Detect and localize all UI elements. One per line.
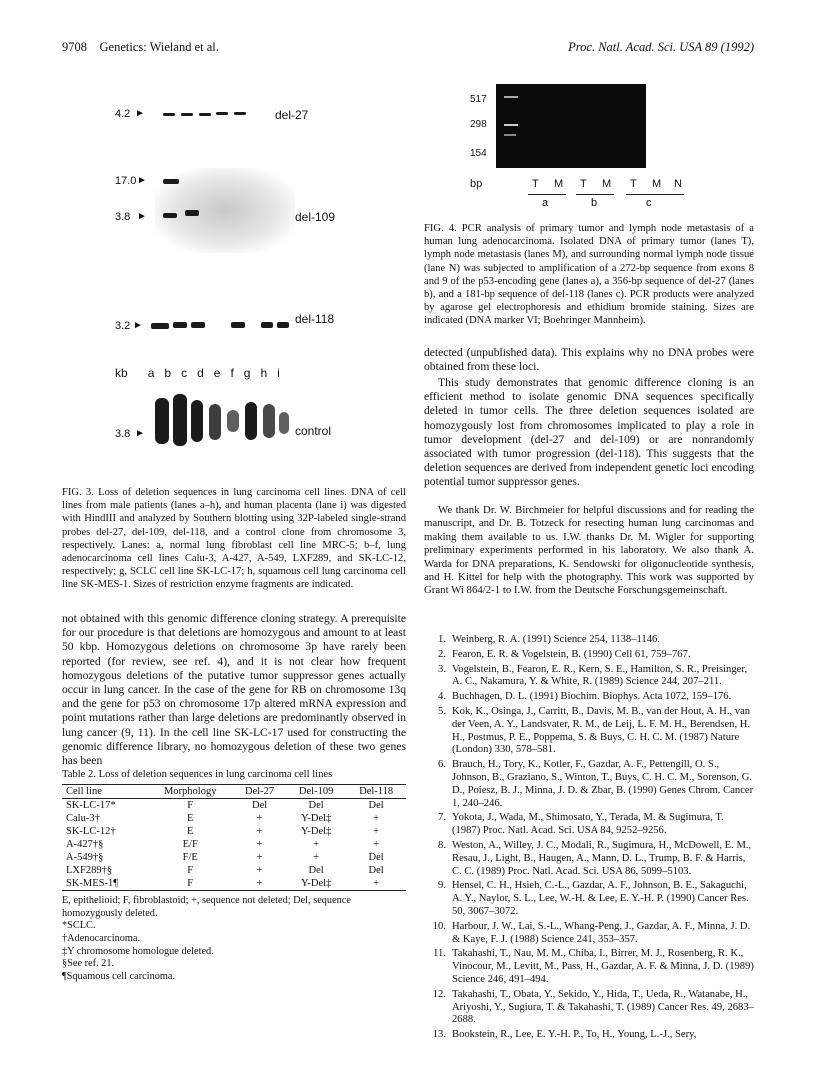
marker-arrow: ►: [137, 175, 147, 186]
table-cell: Del: [252, 800, 268, 812]
table-header: Del-27: [233, 785, 286, 799]
table-cell: E: [187, 826, 194, 838]
lane-label: b: [164, 366, 172, 380]
table-2-footnotes: [62, 895, 406, 983]
lane-label: d: [197, 366, 204, 380]
table-2-grid: [62, 784, 406, 891]
gel-lane: N: [674, 178, 682, 190]
reference: 6. Brauch, H., Tory, K., Kotler, F., Gazdar, A. F., Pettengill, O. S., Johnson, B., Graziano, S., Winton, T., Buys, C. H. C. M., Sorenson, G. D., Poiesz, B. J., Minna, J. D. & Zbar, B. (1990) Genes Chrom. Cancer 1, 240–246.: [438, 759, 754, 809]
gel-group-line: [576, 194, 614, 195]
blot-band: [163, 113, 175, 116]
reference: 13. Bookstein, R., Lee, E. Y.-H. P., To, H., Young, L.-J., Sery,: [432, 1029, 697, 1041]
blot-band: [191, 322, 205, 328]
lane-label: h: [260, 366, 268, 380]
table-cell: F: [187, 865, 194, 877]
blot-band: [234, 112, 246, 115]
gel-image: [496, 84, 646, 168]
body-text-right-2: This study demonstrates that genomic difference cloning is an efficient method to isolate genomic DNA sequences specifically deleted in tumor cells. The three deletion sequences isolated are homozygously lost from chromosomes implicated to play a role in tumor development (del-27 and del-109) or are nonrandomly associated with tumor progression (del-118). This suggests that the deletion sequences are derived from independent genetic loci encoding potential tumor suppressor genes.: [424, 376, 754, 489]
reference: 4. Buchhagen, D. L. (1991) Biochim. Biophys. Acta 1072, 159–176.: [438, 691, 732, 703]
table-row: [62, 877, 406, 891]
table-row: [62, 851, 406, 864]
reference: 10. Harbour, J. W., Lai, S.-L., Whang-Peng, J., Gazdar, A. F., Minna, J. D. & Kaye, F. J. (1988) Science 241, 353–357.: [432, 920, 751, 945]
figure-4: [456, 84, 696, 214]
figure-4-caption: FIG. 4. PCR analysis of primary tumor and lymph node metastasis of a human lung adenocarcinoma. Isolated DNA of primary tumor (lanes T), lymph node metastasis (lanes M), and surrounding normal lymph node tissue (lane N) was subjected to amplification of a 272-bp sequence from exons 8 and 9 of the p53-encoding gene (lanes a), a 356-bp sequence of del-27 (lanes b), and a 181-bp sequence of del-118 (lanes c). PCR products were analyzed by agarose gel electrophoresis and ethidium bromide staining. Sizes are indicated (DNA marker VI; Boehringer Mannheim).: [424, 223, 754, 327]
table-2-title: Table 2. Loss of deletion sequences in lung carcinoma cell lines: [62, 769, 333, 780]
blot-band: [263, 404, 275, 438]
reference: 8. Weston, A., Willey, J. C., Modali, R., Sugimura, H., McDowell, E. M., Resau, J., Light, B., Haugen, A., Mann, D. L., Trump, B. F. & Harris, C. C. (1989) Proc. Natl. Acad. Sci. USA 86, 5099–5103.: [438, 839, 752, 877]
marker-4-2: 4.2: [115, 108, 131, 120]
table-cell: +: [256, 813, 263, 825]
blot-band: [185, 210, 199, 216]
table-row: [62, 825, 406, 838]
table-cell: F/E: [182, 852, 198, 864]
gel-band: [504, 124, 518, 126]
table-cell: F: [187, 800, 194, 812]
running-header-left: 9708 Genetics: Wieland et al.: [62, 40, 219, 54]
blot-band: [163, 213, 177, 218]
marker-3-8: 3.8: [115, 211, 131, 223]
reference: 11. Takahashi, T., Nau, M. M., Chiba, I., Birrer, M. J., Rosenberg, R. K., Vinocour, M., Levitt, M., Pass, H., Gazdar, A. F. & Minna, J. D. (1989) Science 246, 491–494.: [433, 948, 754, 985]
lane-label: f: [230, 366, 234, 380]
gel-bp-label: bp: [470, 178, 483, 190]
table-row: [62, 799, 406, 813]
table-footnote: §See ref. 21.: [62, 958, 115, 970]
blot-band: [277, 322, 289, 328]
probe-del-27: del-27: [275, 108, 309, 122]
gel-lane: T: [532, 178, 539, 190]
lane-label: i: [277, 366, 280, 380]
marker-3-8-control: 3.8: [115, 428, 131, 440]
gel-lane: M: [554, 178, 564, 190]
marker-arrow: ►: [133, 320, 143, 331]
table-cell: A-427†§: [66, 839, 104, 851]
table-cell: SK-MES-1¶: [62, 877, 147, 891]
table-cell: Del: [308, 800, 324, 812]
gel-group-label: c: [646, 197, 652, 209]
table-row: [62, 838, 406, 851]
table-cell: +: [373, 813, 380, 825]
table-header: Del-118: [346, 785, 406, 799]
table-footnote: †Adenocarcinoma.: [62, 932, 141, 944]
table-cell: Del: [368, 800, 384, 812]
table-cell: Del: [368, 852, 384, 864]
gel-band: [504, 134, 516, 136]
table-cell: SK-LC-17*: [66, 800, 116, 812]
blot-band: [231, 322, 245, 328]
figure-3: [115, 98, 345, 470]
table-cell: +: [313, 839, 320, 851]
gel-marker-517: 517: [470, 94, 487, 105]
table-header: Morphology: [147, 785, 233, 799]
table-cell: +: [373, 839, 380, 851]
table-cell: +: [256, 839, 263, 851]
blot-band: [245, 402, 257, 440]
gel-group-line: [528, 194, 566, 195]
marker-17-0: 17.0: [115, 175, 137, 187]
lane-label: c: [181, 366, 188, 380]
lane-label: e: [213, 366, 221, 380]
table-2: [62, 768, 406, 983]
table-cell: Del: [308, 865, 324, 877]
gel-marker-154: 154: [470, 148, 487, 159]
gel-group-label: a: [542, 197, 549, 209]
table-footnote: ¶Squamous cell carcinoma.: [62, 970, 176, 982]
reference: 1. Weinberg, R. A. (1991) Science 254, 1138–1146.: [438, 634, 660, 645]
table-cell: +: [313, 852, 320, 864]
reference: 7. Yokota, J., Wada, M., Shimosato, Y., Terada, M. & Sugimura, T. (1987) Proc. Natl. Acad. Sci. USA 84, 9252–9256.: [438, 812, 724, 837]
probe-control: control: [295, 424, 332, 438]
gel-lane: M: [602, 178, 612, 190]
reference: 2. Fearon, E. R. & Vogelstein, B. (1990) Cell 61, 759–767.: [438, 648, 691, 660]
body-text-left: not obtained with this genomic difference cloning strategy. A prerequisite for our procedure is that deletions are homozygous and amount to at least 50 kbp. Homozygous deletions on chromosome 3p have rarely been reported (for review, see ref. 4), and it is not clear how frequent homozygous deletions of the putative tumor suppressor genes actually occur in lung cancer. In the case of the gene for RB on chromosome 13q and the gene for p53 on chromosome 17p altered mRNA expression and point mutations rather than large deletions are predominantly observed in lung cancer (9, 11). In the cell line SK-LC-17 used for constructing the genomic difference library, no homozygous deletion of these two genes has been: [62, 612, 406, 768]
figure-3-caption: FIG. 3. Loss of deletion sequences in lung carcinoma cell lines. DNA of cell lines from male patients (lanes a–h), and human placenta (lane i) was digested with HindIII and analyzed by Southern blotting using 32P-labeled single-strand probes del-27, del-109, del-118, and a control clone from chromosome 3, respectively. Lanes: a, normal lung fibroblast cell line MRC-5; b–f, lung adenocarcinoma cell lines Calu-3, A-427, A-549, LXF289, and SK-LC-12, respectively; g, SCLC cell line SK-LC-17; h, squamous cell lung carcinoma cell line SK-MES-1. Sizes of restriction enzyme fragments are indicated.: [62, 487, 406, 591]
table-cell: +: [373, 826, 380, 838]
reference: 9. Hensel, C. H., Hsieh, C.-L., Gazdar, A. F., Johnson, B. E., Sakaguchi, A. Y., Naylor, S. L., Lee, W.-H. & Lee, E. Y.-H. P. (1990) Cancer Res. 50, 3067–3072.: [438, 880, 749, 917]
table-cell: Calu-3†: [66, 813, 100, 825]
table-cell: SK-LC-12†: [66, 826, 116, 838]
reference: 5. Kok, K., Osinga, J., Carritt, B., Davis, M. B., van der Hout, A. H., van der Veen, A. Y., Landsvater, R. M., de Leij, L. F. M. H., Berendsen, H. H., Postmus, P. E., Poppema, S. & Buys, C. H. C. M. (1987) Nature (London) 330, 578–581.: [438, 705, 751, 756]
marker-3-2: 3.2: [115, 320, 131, 332]
table-cell: Y-Del‡: [300, 826, 332, 838]
table-cell: +: [233, 877, 286, 891]
marker-arrow: ►: [137, 211, 147, 222]
blot-band: [216, 112, 228, 115]
table-cell: Y-Del‡: [300, 813, 332, 825]
gel-band: [504, 96, 518, 98]
table-row: [62, 864, 406, 877]
table-cell: E: [187, 813, 194, 825]
blot-band: [191, 400, 203, 442]
references: [424, 634, 754, 1044]
table-cell: LXF289†§: [66, 865, 113, 877]
lane-label: g: [243, 366, 251, 380]
table-cell: +: [346, 877, 406, 891]
blot-band: [181, 113, 193, 116]
table-header: Cell line: [62, 785, 147, 799]
table-footnote: E, epithelioid; F, fibroblastoid; +, sequence not deleted; Del, sequence homozygously deleted.: [62, 895, 351, 919]
probe-del-109: del-109: [295, 210, 336, 224]
blot-band: [155, 398, 169, 444]
running-header-right: Proc. Natl. Acad. Sci. USA 89 (1992): [568, 40, 754, 54]
blot-band: [261, 322, 273, 328]
table-cell: +: [256, 826, 263, 838]
reference: 3. Vogelstein, B., Fearon, E. R., Kern, S. E., Hamilton, S. R., Preisinger, A. C., Nakamura, Y. & White, R. (1989) Science 244, 207–211.: [438, 663, 748, 688]
table-cell: E/F: [182, 839, 198, 851]
gel-marker-298: 298: [470, 119, 487, 130]
gel-group-line: [626, 194, 684, 195]
table-row: [62, 812, 406, 825]
table-cell: F: [147, 877, 233, 891]
reference: 12. Takahashi, T., Obata, Y., Sekido, Y., Hida, T., Ueda, R., Watanabe, H., Ariyoshi, Y., Sugiura, T. & Takahashi, T. (1989) Cancer Res. 49, 2683–2688.: [432, 988, 754, 1026]
body-text-right-1: detected (unpublished data). This explains why no DNA probes were obtained from these loci.: [424, 346, 754, 374]
marker-arrow: ►: [135, 108, 145, 119]
table-cell: Y-Del‡: [286, 877, 346, 891]
blot-band: [227, 410, 239, 432]
table-footnote: *SCLC.: [62, 920, 96, 932]
blot-band: [279, 412, 289, 434]
blot-band: [199, 113, 211, 116]
blot-band: [209, 404, 221, 440]
blot-band: [173, 394, 187, 446]
blot-band: [173, 322, 187, 328]
blot-band: [151, 323, 169, 329]
gel-group-label: b: [591, 197, 598, 209]
blot-band: [163, 179, 179, 184]
table-header: Del-109: [286, 785, 346, 799]
lane-labels: [115, 366, 280, 380]
table-cell: +: [256, 865, 263, 877]
table-footnote: ‡Y chromosome homologue deleted.: [62, 945, 214, 957]
table-cell: Del: [368, 865, 384, 877]
lane-kb-label: kb: [115, 366, 128, 380]
gel-lane: T: [630, 178, 637, 190]
gel-lane: T: [580, 178, 587, 190]
table-cell: +: [256, 852, 263, 864]
lane-label: a: [147, 366, 155, 380]
probe-del-118: del-118: [295, 312, 335, 326]
table-cell: A-549†§: [66, 852, 104, 864]
gel-lane: M: [652, 178, 662, 190]
acknowledgments: We thank Dr. W. Birchmeier for helpful discussions and for reading the manuscript, and Dr. B. Totzeck for resecting human lung carcinomas and making them available to us. I.W. thanks Dr. M. Wigler for supporting preliminary experiments performed in his laboratory. We also thank A. Warda for DNA preparations, K. Sendowski for oligonucleotide synthesis, and H. Kittel for help with the photography. This work was supported by Grant Wi 864/2-1 to I.W. from the Deutsche Forschungsgemeinschaft.: [424, 504, 754, 597]
marker-arrow: ►: [135, 428, 145, 439]
